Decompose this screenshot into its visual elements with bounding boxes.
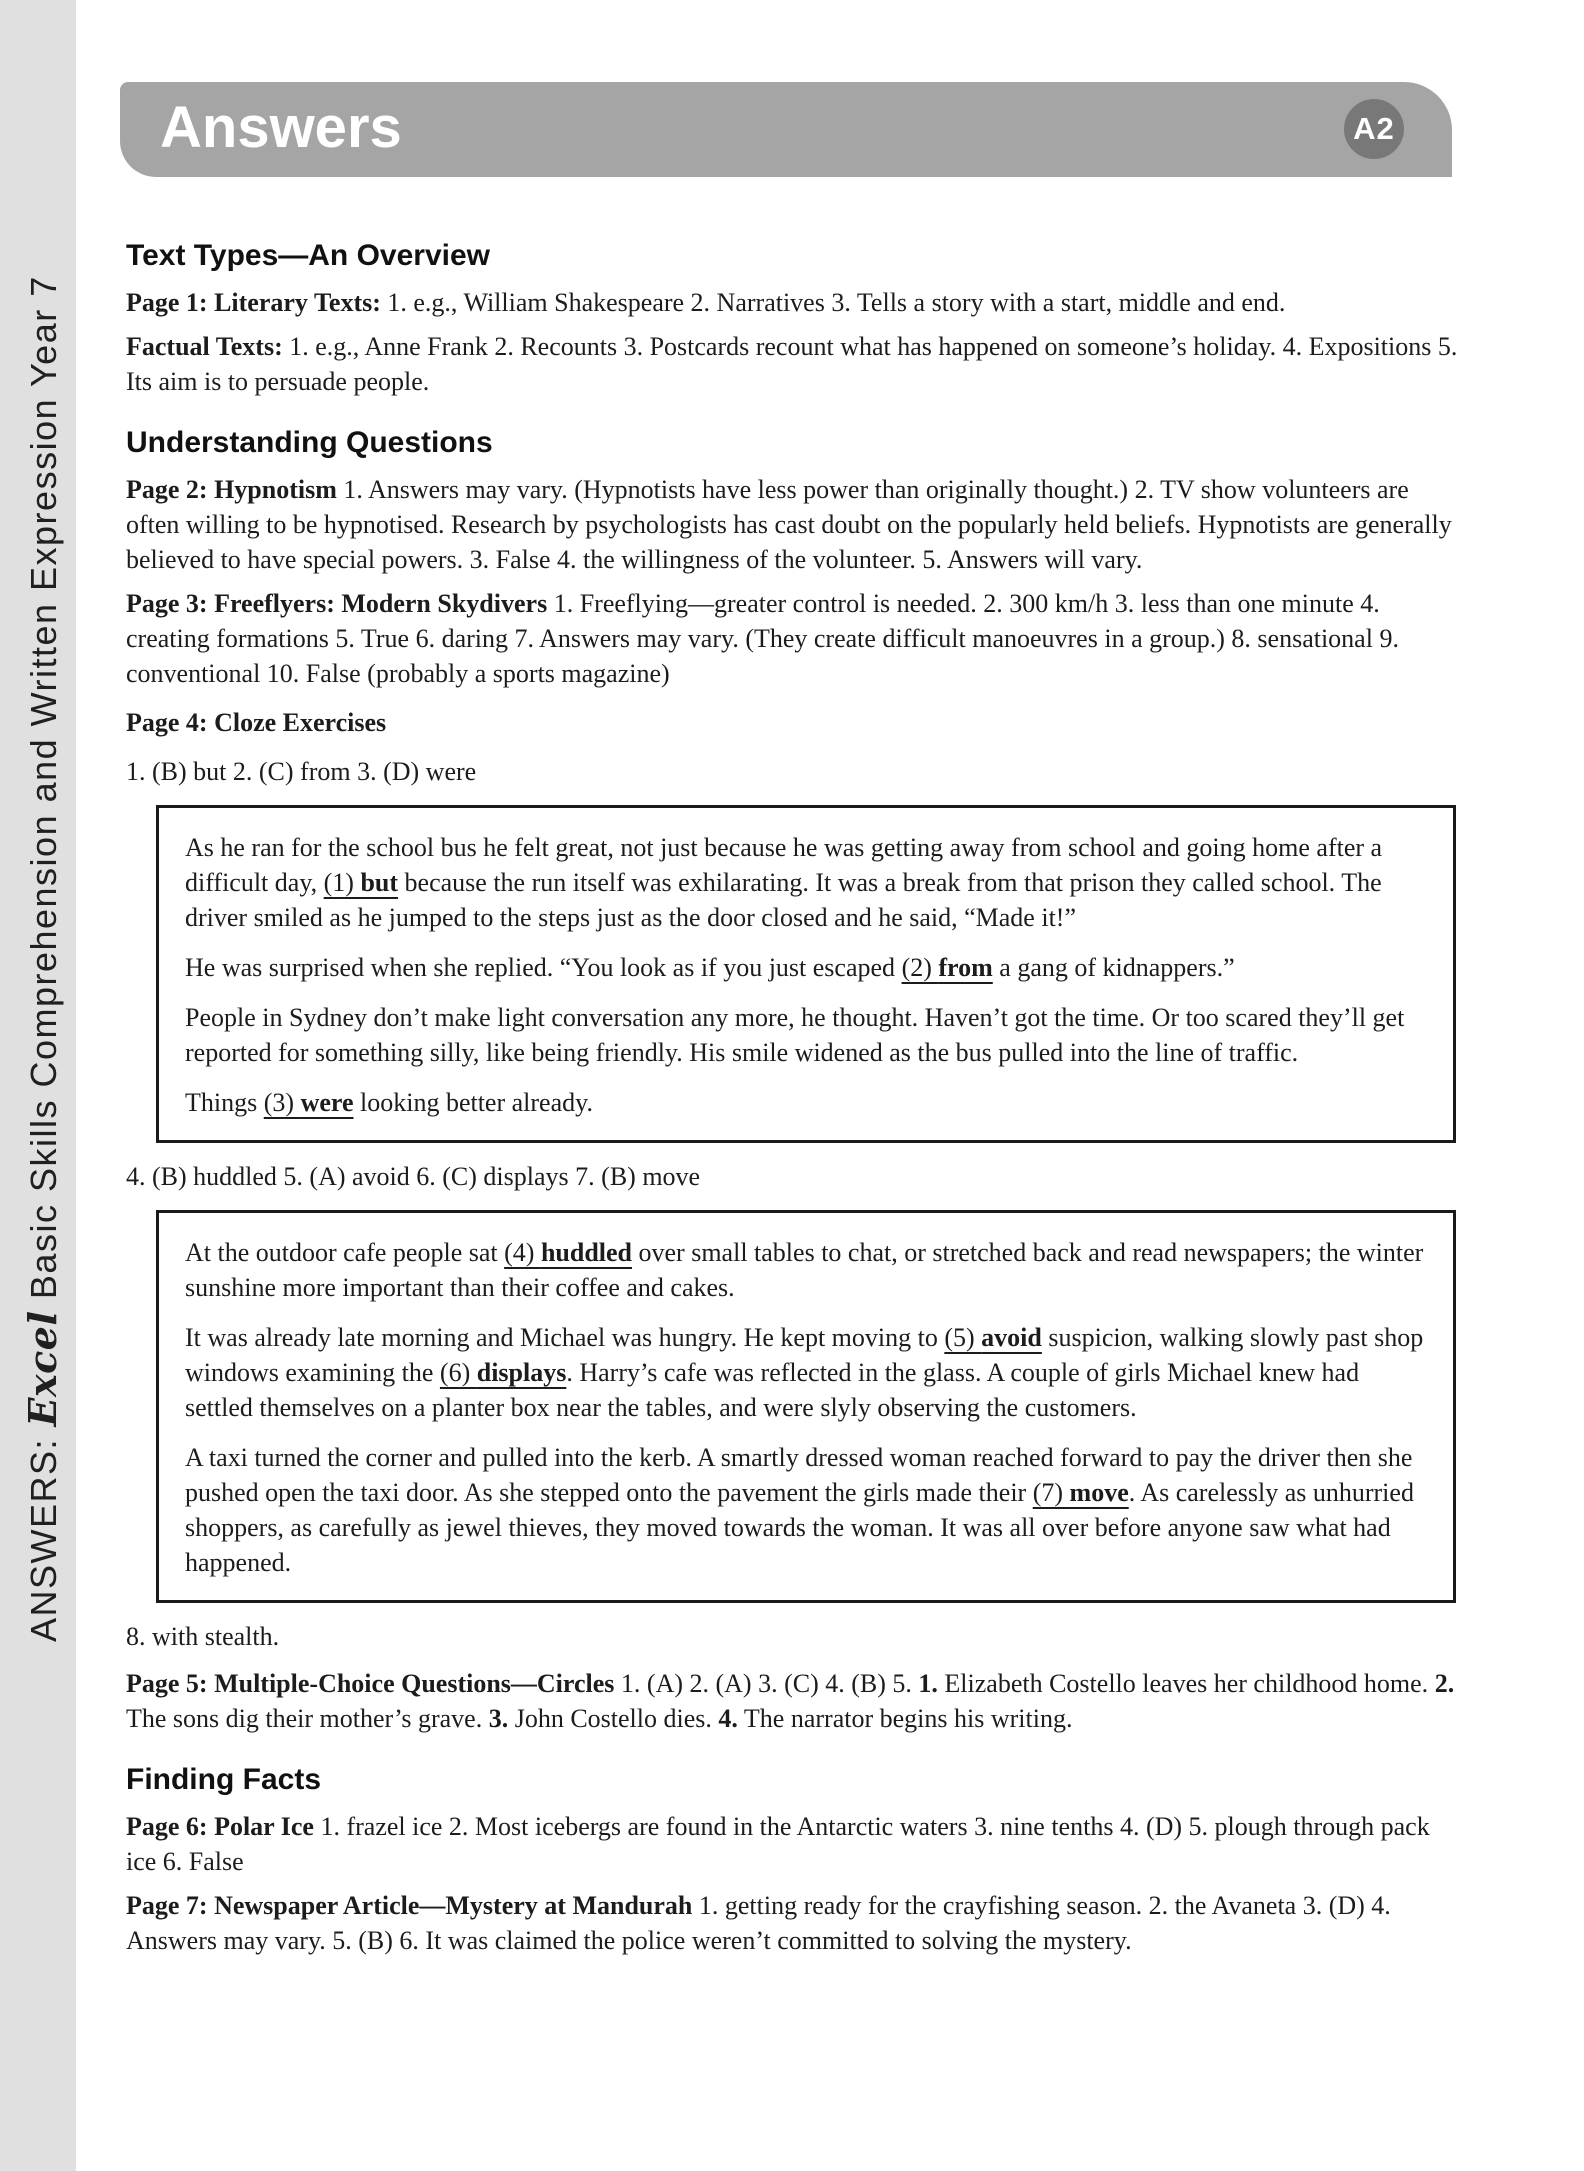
spine-brand: Excel xyxy=(20,1310,65,1427)
passage-box-1 xyxy=(156,805,1456,1143)
answer-line-page3: Page 3: Freeflyers: Modern Skydivers 1. Freeflying—greater control is needed. 2. 300 km/h 3. less than one minute 4. creating formations 5. True 6. daring 7. Answers may vary. (They create difficult manoeuvres in a group.) 8. sensational 9. conventional 10. False (probably a sports magazine) xyxy=(126,589,1399,688)
answer-line-page5: Page 5: Multiple-Choice Questions—Circles 1. (A) 2. (A) 3. (C) 4. (B) 5. 1. Elizabeth Costello leaves her childhood home. 2. The sons dig their mother’s grave. 3. John Costello dies. 4. The narrator begins his writing. xyxy=(126,1669,1455,1733)
page-badge xyxy=(1344,99,1404,159)
answer-line-page1: Page 1: Literary Texts: 1. e.g., William Shakespeare 2. Narratives 3. Tells a story with a start, middle and end. xyxy=(126,288,1286,317)
cloze-answers-2: 4. (B) huddled 5. (A) avoid 6. (C) displays 7. (B) move xyxy=(126,1162,701,1191)
passage-paragraph: He was surprised when she replied. “You look as if you just escaped (2) from a gang of kidnappers.” xyxy=(185,953,1235,982)
spine-suffix: Basic Skills Comprehension and Written Expression Year 7 xyxy=(23,275,64,1311)
cloze-answers-1: 1. (B) but 2. (C) from 3. (D) were xyxy=(126,757,477,786)
passage-paragraph: As he ran for the school bus he felt great, not just because he was getting away from school and going home after a difficult day, (1) but because the run itself was exhilarating. It was a break from that prison they called school. The driver smiled as he jumped to the steps just as the door closed and he said, “Made it!” xyxy=(185,833,1383,932)
answer-line-page2: Page 2: Hypnotism 1. Answers may vary. (Hypnotists have less power than originally thought.) 2. TV show volunteers are often willing to be hypnotised. Research by psychologists has cast doubt on the popularly held beliefs. Hypnotists are generally believed to have special powers. 3. False 4. the willingness of the volunteer. 5. Answers will vary. xyxy=(126,475,1452,574)
page-badge-label: A2 xyxy=(1353,111,1395,146)
answer-line-page4: Page 4: Cloze Exercises xyxy=(126,708,387,737)
section-heading-understanding-questions: Understanding Questions xyxy=(126,426,493,459)
passage-paragraph: It was already late morning and Michael was hungry. He kept moving to (5) avoid suspicion, walking slowly past shop windows examining the (6) displays. Harry’s cafe was reflected in the glass. A couple of girls Michael knew had settled themselves on a planter box near the tables, and were slyly observing the customers. xyxy=(185,1323,1424,1422)
answers-content xyxy=(126,238,1462,1967)
page-title: Answers xyxy=(160,95,402,160)
passage-paragraph: At the outdoor cafe people sat (4) huddled over small tables to chat, or stretched back and read newspapers; the winter sunshine more important than their coffee and cakes. xyxy=(185,1238,1424,1302)
spine-prefix: ANSWERS: xyxy=(23,1426,64,1642)
passage-box-2 xyxy=(156,1210,1456,1603)
section-heading-text-types: Text Types—An Overview xyxy=(126,239,491,272)
header-bar xyxy=(120,82,1452,177)
spine-sidebar xyxy=(0,0,76,2171)
answer-line-page7: Page 7: Newspaper Article—Mystery at Mandurah 1. getting ready for the crayfishing season. 2. the Avaneta 3. (D) 4. Answers may vary. 5. (B) 6. It was claimed the police weren’t committed to solving the mystery. xyxy=(126,1891,1391,1955)
passage-paragraph: People in Sydney don’t make light conversation any more, he thought. Haven’t got the time. Or too scared they’ll get reported for something silly, like being friendly. His smile widened as the bus pulled into the line of traffic. xyxy=(185,1003,1405,1067)
answer-line-stealth: 8. with stealth. xyxy=(126,1622,280,1651)
section-heading-finding-facts: Finding Facts xyxy=(126,1763,321,1796)
answer-line-page6: Page 6: Polar Ice 1. frazel ice 2. Most icebergs are found in the Antarctic waters 3. nine tenths 4. (D) 5. plough through pack ice 6. False xyxy=(126,1812,1430,1876)
passage-paragraph: A taxi turned the corner and pulled into the kerb. A smartly dressed woman reached forward to pay the driver then she pushed open the taxi door. As she stepped onto the pavement the girls made their (7) move. As carelessly as unhurried shoppers, as carefully as jewel thieves, they moved towards the woman. It was all over before anyone saw what had happened. xyxy=(185,1443,1414,1577)
answer-line-factual-texts: Factual Texts: 1. e.g., Anne Frank 2. Recounts 3. Postcards recount what has happened on someone’s holiday. 4. Expositions 5. Its aim is to persuade people. xyxy=(126,332,1458,396)
spine-text xyxy=(16,272,70,1642)
passage-paragraph: Things (3) were looking better already. xyxy=(185,1088,593,1117)
